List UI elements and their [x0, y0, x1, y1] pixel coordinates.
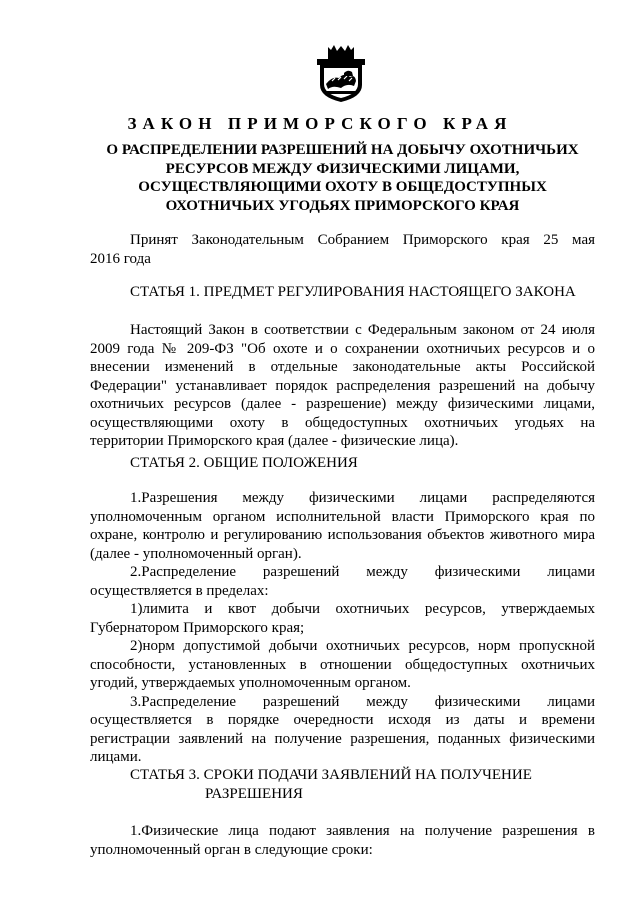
text-line: уполномоченный орган в следующие сроки: — [90, 841, 373, 858]
text-line: уполномоченным органом исполнительной власти Приморского края по — [90, 508, 595, 525]
heading-line: РАЗРЕШЕНИЯ — [205, 785, 303, 802]
text-line: Принят Законодательным Собранием Приморского края 25 мая — [130, 232, 595, 248]
text-line: осуществляется в порядке очередности исходя из даты и времени — [90, 712, 595, 728]
text-line: 2.Распределение разрешений между физическими лицами — [130, 564, 595, 580]
text-line: территории Приморского края (далее - физические лица). — [90, 433, 459, 449]
law-title: ЗАКОН ПРИМОРСКОГО КРАЯ — [127, 114, 513, 133]
text-line: угодий, утверждаемых уполномоченным органом. — [90, 675, 411, 691]
adoption-note — [90, 231, 595, 268]
text-line: осуществляется в пределах: — [90, 582, 269, 599]
text-line: 1.Физические лица подают заявления на получение разрешения в — [130, 823, 595, 839]
article-2-heading: СТАТЬЯ 2. ОБЩИЕ ПОЛОЖЕНИЯ — [130, 455, 358, 471]
article-3-body — [90, 822, 595, 859]
text-line: охотничьих ресурсов (далее - разрешение) между физическими лицами, — [90, 396, 595, 412]
text-line: 3.Распределение разрешений между физическими лицами — [130, 693, 595, 710]
text-line: регистрации заявлений на получение разрешения, поданных физическими — [90, 730, 595, 747]
article-1-body — [90, 321, 595, 451]
article-1-heading: СТАТЬЯ 1. ПРЕДМЕТ РЕГУЛИРОВАНИЯ НАСТОЯЩЕГО ЗАКОНА — [130, 284, 576, 300]
text-line: 2016 года — [90, 250, 151, 267]
text-line: осуществляющими охоту в общедоступных охотничьих угодьях на — [90, 414, 595, 431]
text-line: Федерации" устанавливает порядок распределения разрешений на добычу — [90, 377, 595, 394]
article-2-body — [90, 489, 595, 767]
text-line: способности, установленных в отношении общедоступных охотничьих — [90, 656, 595, 673]
text-line: 1.Разрешения между физическими лицами распределяются — [130, 490, 595, 506]
subject-line: РЕСУРСОВ МЕЖДУ ФИЗИЧЕСКИМИ ЛИЦАМИ, — [165, 160, 520, 177]
text-line: лицами. — [90, 749, 142, 765]
text-line: Губернатором Приморского края; — [90, 619, 305, 636]
text-line: 2)норм допустимой добычи охотничьих ресурсов, норм пропускной — [130, 638, 595, 654]
text-line: 1)лимита и квот добычи охотничьих ресурсов, утверждаемых — [130, 601, 595, 617]
subject-line: ОХОТНИЧЬИХ УГОДЬЯХ ПРИМОРСКОГО КРАЯ — [165, 197, 520, 214]
article-3-heading — [130, 766, 532, 803]
text-line: (далее - уполномоченный орган). — [90, 545, 302, 562]
text-line: Настоящий Закон в соответствии с Федеральным законом от 24 июля — [130, 322, 595, 338]
heading-line: СТАТЬЯ 3. СРОКИ ПОДАЧИ ЗАЯВЛЕНИЙ НА ПОЛУЧЕНИЕ — [130, 767, 532, 783]
coat-of-arms-emblem — [317, 45, 365, 103]
subject-line: ОСУЩЕСТВЛЯЮЩИМИ ОХОТУ В ОБЩЕДОСТУПНЫХ — [138, 179, 547, 195]
text-line: 2009 года № 209-ФЗ "Об охоте и о сохранении охотничьих ресурсов и о — [90, 340, 595, 357]
text-line: охране, контролю и регулированию использования объектов животного мира — [90, 527, 595, 543]
text-line: внесении изменений в отдельные законодательные акты Российской — [90, 359, 595, 375]
law-subject-title — [90, 141, 595, 215]
subject-line: О РАСПРЕДЕЛЕНИИ РАЗРЕШЕНИЙ НА ДОБЫЧУ ОХОТНИЧЬИХ — [106, 142, 579, 158]
